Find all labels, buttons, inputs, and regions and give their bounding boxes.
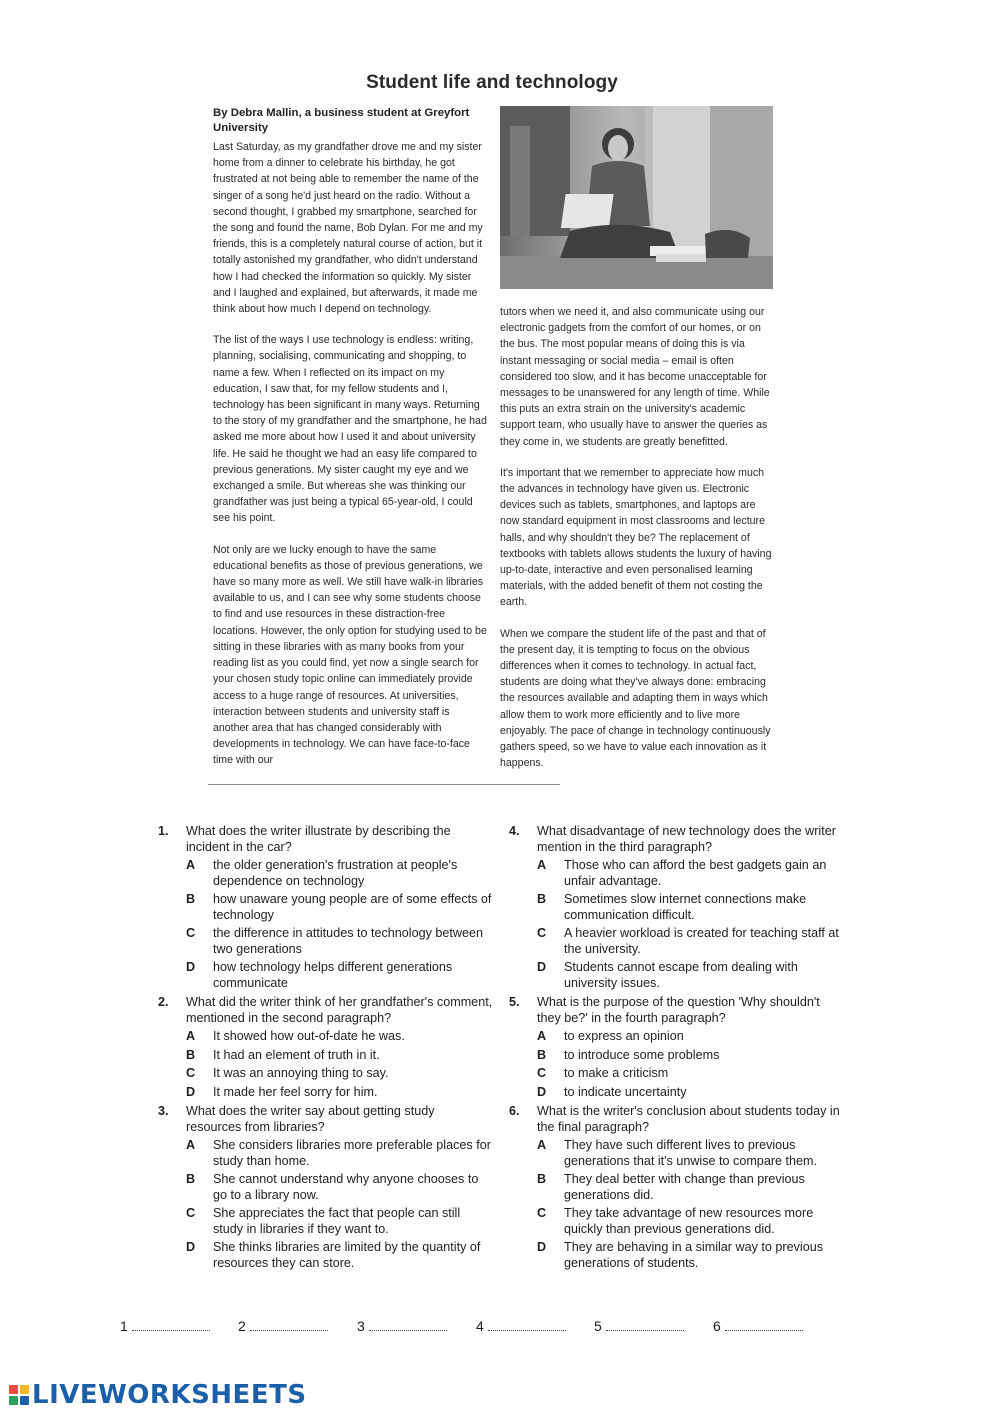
- answer-option[interactable]: [537, 1138, 844, 1169]
- question-text: What does the writer illustrate by describing the incident in the car?: [186, 824, 451, 854]
- answer-option[interactable]: [186, 892, 493, 923]
- option-letter: B: [537, 1047, 547, 1062]
- article-paragraph: When we compare the student life of the past and that of the present day, it is tempting to focus on the obvious differences when it comes to technology. In actual fact, students are doing what they've always done: embracing the resources available and adapting them in ways which allow them to work more efficiently and to live more enjoyably. The pace of change in technology continuously gathers speed, so we have to value each innovation as it happens.: [500, 627, 771, 770]
- answer-option[interactable]: [186, 858, 493, 889]
- answer-option[interactable]: [186, 1172, 493, 1203]
- option-text: They take advantage of new resources more quickly than previous generations did.: [564, 1206, 814, 1236]
- option-letter: C: [537, 926, 547, 940]
- option-letter: A: [537, 858, 547, 872]
- option-letter: D: [186, 1084, 196, 1099]
- question-text: What does the writer say about getting study resources from libraries?: [186, 1104, 435, 1134]
- option-text: to express an opinion: [564, 1029, 684, 1043]
- option-letter: A: [186, 1029, 196, 1043]
- option-text: It made her feel sorry for him.: [213, 1084, 378, 1099]
- option-letter: C: [186, 1066, 196, 1080]
- question-number: 4.: [509, 824, 520, 838]
- answer-option[interactable]: [537, 1066, 844, 1082]
- option-letter: D: [537, 1240, 547, 1254]
- student-photo-illustration: [500, 106, 773, 289]
- answer-blank-number: 5: [594, 1318, 602, 1334]
- article-title: Student life and technology: [366, 72, 618, 93]
- option-text: It was an annoying thing to say.: [213, 1066, 389, 1080]
- question-text: What did the writer think of her grandfather's comment, mentioned in the second paragraph?: [186, 995, 493, 1025]
- option-text: She cannot understand why anyone chooses to go to a library now.: [213, 1172, 479, 1202]
- article-paragraph: It's important that we remember to appreciate how much the advances in technology have given us. Electronic devices such as tablets, smartphones, and laptops are now standard equipment in most classrooms and lecture halls, and why shouldn't they be? The replacement of textbooks with tablets allows students the luxury of having up-to-date, interactive and even personalised learning materials, with the added benefit of them not costing the earth.: [500, 466, 772, 609]
- option-text: how unaware young people are of some effects of technology: [213, 892, 492, 922]
- article-paragraph: Last Saturday, as my grandfather drove me and my sister home from a dinner to celebrate his birthday, he got frustrated at not being able to remember the name of the singer of a song he'd just heard on the radio. Without a second thought, I grabbed my smartphone, searched for the song and found the name, Bob Dylan. For me and my friends, this is a completely natural course of action, but it totally astonished my grandfather, who didn't understand how I had checked the information so quickly. My sister and I laughed and explained, but afterwards, it made me think about how much I depend on technology.: [213, 141, 483, 316]
- answer-blank-line[interactable]: [725, 1318, 803, 1331]
- answer-blank-number: 6: [713, 1318, 721, 1334]
- answer-blank-line[interactable]: [250, 1318, 328, 1331]
- answer-option[interactable]: [537, 1206, 844, 1237]
- option-text: A heavier workload is created for teaching staff at the university.: [564, 926, 839, 956]
- option-text: to indicate uncertainty: [564, 1084, 687, 1099]
- question-number: 1.: [158, 824, 169, 838]
- option-letter: D: [186, 1240, 196, 1254]
- option-text: It had an element of truth in it.: [213, 1047, 380, 1062]
- option-text: to make a criticism: [564, 1066, 669, 1080]
- option-text: She considers libraries more preferable places for study than home.: [213, 1138, 491, 1168]
- article-right-column: [500, 304, 772, 786]
- answer-option[interactable]: [186, 1029, 493, 1045]
- option-text: They deal better with change than previous generations did.: [564, 1172, 805, 1202]
- answer-option[interactable]: [186, 1138, 493, 1169]
- option-text: Sometimes slow internet connections make communication difficult.: [564, 892, 807, 922]
- question-number: 2.: [158, 995, 169, 1009]
- option-letter: C: [537, 1066, 547, 1080]
- question-number: 6.: [509, 1104, 520, 1118]
- article-bottom-rule: [208, 784, 560, 785]
- question-1: [158, 824, 493, 991]
- brand-name: LIVEWORKSHEETS: [32, 1380, 307, 1410]
- student-laptop-photo: [500, 106, 773, 289]
- option-letter: C: [186, 926, 196, 940]
- answer-option[interactable]: [537, 892, 844, 923]
- answer-blank-line[interactable]: [488, 1318, 566, 1331]
- option-letter: D: [537, 1084, 547, 1099]
- answer-blank-3[interactable]: [357, 1318, 447, 1334]
- answer-option[interactable]: [186, 1048, 493, 1064]
- question-3: [158, 1104, 493, 1271]
- option-text: She appreciates the fact that people can still study in libraries if they want to.: [213, 1206, 461, 1236]
- question-number: 3.: [158, 1104, 169, 1118]
- article-paragraph: Not only are we lucky enough to have the same educational benefits as those of previous generations, we have so many more as well. We still have walk-in libraries available to us, and I can see why some students choose to find and use resources in these distraction-free locations. However, the only option for studying used to be sitting in these libraries with as many books from your reading list as you could find, yet now a single search for your chosen study topic online can immediately provide access to a huge range of resources. At universities, interaction between students and university staff is another area that has changed considerably with developments in technology. We can have face-to-face time with our: [213, 543, 487, 767]
- answer-blank-4[interactable]: [476, 1318, 566, 1334]
- option-letter: C: [537, 1206, 547, 1220]
- answer-option[interactable]: [537, 1085, 844, 1101]
- answer-option[interactable]: [186, 960, 493, 991]
- article-left-column: [213, 139, 487, 784]
- option-letter: B: [186, 892, 196, 906]
- article-byline: By Debra Mallin, a business student at Greyfort University: [213, 107, 470, 134]
- option-text: They have such different lives to previous generations that it's unwise to compare them.: [564, 1138, 818, 1168]
- answer-option[interactable]: [186, 1066, 493, 1082]
- answer-blank-6[interactable]: [713, 1318, 803, 1334]
- option-text: Students cannot escape from dealing with university issues.: [564, 960, 798, 990]
- answer-blank-2[interactable]: [238, 1318, 328, 1334]
- question-6: [509, 1104, 844, 1271]
- option-text: Those who can afford the best gadgets gain an unfair advantage.: [564, 858, 827, 888]
- question-text: What is the writer's conclusion about students today in the final paragraph?: [537, 1104, 840, 1134]
- answer-option[interactable]: [537, 960, 844, 991]
- option-letter: B: [186, 1172, 196, 1186]
- option-text: It showed how out-of-date he was.: [213, 1029, 405, 1043]
- question-4: [509, 824, 844, 991]
- option-letter: B: [537, 892, 547, 906]
- questions-left-column: [158, 824, 493, 1275]
- option-letter: A: [537, 1138, 547, 1152]
- option-text: to introduce some problems: [564, 1047, 720, 1062]
- answer-option[interactable]: [537, 1172, 844, 1203]
- option-letter: A: [186, 858, 196, 872]
- option-text: the difference in attitudes to technology between two generations: [213, 926, 484, 956]
- answer-option[interactable]: [537, 1240, 844, 1271]
- article-paragraph: The list of the ways I use technology is endless: writing, planning, socialising, communicating and shopping, to name a few. When I reflected on its impact on my education, I saw that, for my fellow students and I, technology has been significant in many ways. Returning to the story of my grandfather and the smartphone, he had asked me more about how I used it and about university life. He said he thought we had an easy life compared to previous generations. My sister caught my eye and we exchanged a smile. But whereas she was thinking our grandfather was just being a typical 65-year-old, I could see his point.: [213, 334, 487, 525]
- question-2: [158, 995, 493, 1100]
- answer-option[interactable]: [186, 1240, 493, 1271]
- answer-blank-5[interactable]: [594, 1318, 684, 1334]
- answer-blank-line[interactable]: [132, 1318, 210, 1331]
- answer-option[interactable]: [186, 1085, 493, 1101]
- answer-blank-1[interactable]: [120, 1318, 210, 1334]
- question-text: What is the purpose of the question 'Why shouldn't they be?' in the fourth paragraph?: [537, 995, 820, 1025]
- liveworksheets-logo: [8, 1380, 307, 1410]
- answer-option[interactable]: [537, 1048, 844, 1064]
- article-paragraph: tutors when we need it, and also communicate using our electronic gadgets from the comfort of our homes, or on the bus. The most popular means of doing this is via instant messaging or social media – email is often considered too slow, and it has become unacceptable for messages to be unanswered for any length of time. While this puts an extra strain on the university's academic support team, who usually have to answer the queries as they come in, we students are greatly benefitted.: [500, 306, 770, 448]
- option-letter: C: [186, 1206, 196, 1220]
- question-5: [509, 995, 844, 1100]
- option-text: the older generation's frustration at people's dependence on technology: [213, 858, 458, 888]
- questions-right-column: [509, 824, 844, 1275]
- answer-blank-number: 1: [120, 1318, 128, 1334]
- option-text: how technology helps different generations communicate: [213, 960, 453, 990]
- answer-option[interactable]: [537, 858, 844, 889]
- option-letter: D: [186, 960, 196, 974]
- answer-option[interactable]: [537, 926, 844, 957]
- liveworksheets-grid-icon: [8, 1384, 30, 1406]
- option-text: They are behaving in a similar way to previous generations of students.: [564, 1240, 823, 1270]
- answer-blank-number: 2: [238, 1318, 246, 1334]
- option-letter: A: [186, 1138, 196, 1152]
- answer-option[interactable]: [186, 926, 493, 957]
- answer-blank-line[interactable]: [369, 1318, 447, 1331]
- answer-blank-number: 4: [476, 1318, 484, 1334]
- answer-blank-line[interactable]: [606, 1318, 684, 1331]
- answer-option[interactable]: [186, 1206, 493, 1237]
- question-number: 5.: [509, 995, 520, 1009]
- answer-blank-number: 3: [357, 1318, 365, 1334]
- answer-option[interactable]: [537, 1029, 844, 1045]
- option-letter: B: [186, 1047, 196, 1062]
- option-letter: D: [537, 960, 547, 974]
- option-letter: B: [537, 1172, 547, 1186]
- option-letter: A: [537, 1029, 547, 1043]
- question-text: What disadvantage of new technology does the writer mention in the third paragraph?: [537, 824, 836, 854]
- option-text: She thinks libraries are limited by the quantity of resources they can store.: [213, 1240, 481, 1270]
